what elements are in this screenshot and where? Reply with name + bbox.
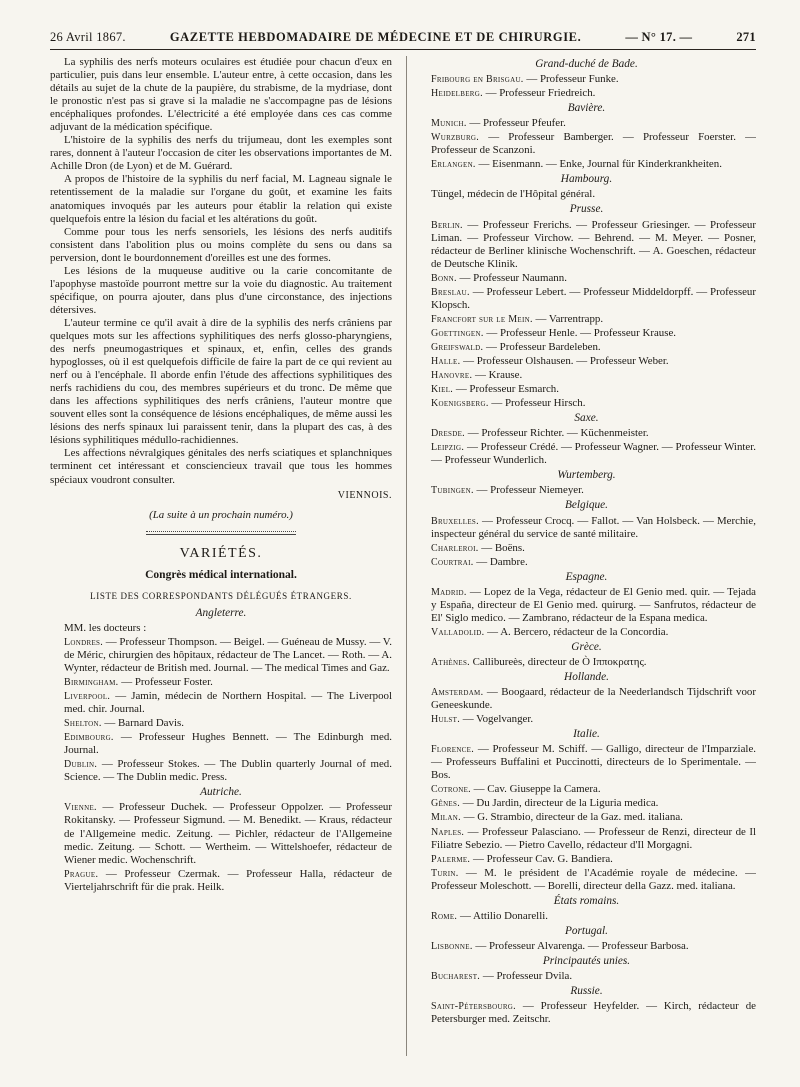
list-item [50, 676, 392, 689]
entry-text: — Professeur Cav. G. Bandiera. [470, 852, 613, 865]
salutation: MM. les docteurs : [64, 621, 147, 634]
country-heading: Belgique. [565, 499, 608, 512]
country-heading: Saxe. [574, 412, 599, 425]
entry-text: — Dambre. [473, 555, 528, 568]
list-item [417, 743, 756, 782]
correspondents-list-left [50, 607, 392, 894]
signature: VIENNOIS. [337, 489, 392, 501]
city-name: Breslau. [430, 286, 470, 298]
list-item [417, 397, 756, 410]
country-heading: Grèce. [571, 640, 602, 653]
entry-text: — Professeur Pfeufer. [466, 117, 566, 130]
list-item [417, 686, 756, 712]
entry-text: — Professeur Naumann. [456, 271, 567, 284]
article-paragraph: A propos de l'histoire de la syphilis du nerf facial, M. Lagneau signale le retentissement de la maladie sur l'organe du goût, et examine les faits anatomiques invoqués par les auteurs pour établir la relation qui existe quelquefois entre la lésion du facial et les altérations du goût. [50, 173, 392, 225]
list-item [50, 731, 392, 757]
entry-text: — Professeur Henle. — Professeur Krause. [483, 326, 677, 339]
city-name: Heidelberg. [430, 88, 483, 100]
entry-text: — Professeur Palasciano. — Professeur de Renzi, directeur de Il Filiatre Sebezio. — Pietro Cavello, rédacteur d'Il Morgagni. [430, 825, 756, 851]
entry-text: — Boëns. [478, 541, 525, 554]
city-name: Fribourg en Brisgau. [430, 74, 524, 86]
list-item [417, 341, 756, 354]
city-name: Cotrone. [430, 784, 471, 796]
article-body [50, 56, 392, 487]
country-heading: Prusse. [569, 203, 604, 216]
city-name: Courtrai. [430, 556, 474, 568]
article-paragraph: Les lésions de la muqueuse auditive ou la carie concomitante de l'apophyse mastoïde pourront mettre sur la voie du diagnostic. Au traitement spécifique, on pourra ajouter, dans plus d'une circonstance, des injections détersives. [50, 264, 392, 316]
list-item [417, 87, 756, 100]
city-name: Florence. [430, 744, 475, 756]
entry-text: — Professeur Funke. [523, 73, 619, 86]
city-name: Koenigsberg. [430, 398, 489, 410]
city-name: Kiel. [430, 384, 454, 396]
city-name: Amsterdam. [430, 687, 484, 699]
list-item [417, 783, 756, 796]
country-heading: Principautés unies. [542, 954, 631, 967]
list-item [50, 690, 392, 716]
entry-text: — Du Jardin, directeur de la Liguria medica. [460, 797, 659, 810]
country-heading: Hambourg. [560, 173, 613, 186]
list-item [417, 940, 756, 953]
country-heading: Angleterre. [195, 606, 247, 619]
country-heading: Hollande. [564, 671, 609, 684]
list-item [417, 910, 756, 923]
city-name: Birmingham. [64, 677, 119, 689]
list-item [50, 636, 392, 675]
columns [50, 56, 756, 1056]
article-paragraph: Les affections névralgiques génitales des nerfs sciatiques et splanchniques terminent cet intéressant et consciencieux travail que tous les hommes spéciaux voudront consulter. [50, 447, 392, 486]
list-item [50, 758, 392, 784]
entry-text: — Professeur M. Schiff. — Galligo, directeur de l'Imparziale. — Professeurs Buffalini et Puccinotti, directeurs de lo Sperimentale. — Bos. [430, 743, 756, 782]
entry-text: — Vogelvanger. [460, 713, 534, 726]
entry-text: — Professeur Bamberger. — Professeur Foerster. — Professeur de Scanzoni. [430, 131, 756, 157]
separator-rule [146, 531, 296, 535]
list-item [417, 826, 756, 852]
country-heading: Italie. [573, 728, 600, 741]
city-name: Rome. [430, 910, 458, 922]
article-paragraph: La syphilis des nerfs moteurs oculaires est étudiée pour chacun d'eux en particulier, puis dans leur ensemble. L'auteur entre, à cette occasion, dans les détails au sujet de la chute de la paupière, du strabisme, de la mydriase, dont le pronostic n'est pas si grave si la maladie ne s'accompagne pas de lésions encéphaliques profondes. L'électricité a été employée dans ces cas comme adjuvant de la médication spécifique. [50, 56, 392, 134]
country-heading: États romains. [553, 894, 620, 907]
list-item [417, 219, 756, 271]
list-item [417, 327, 756, 340]
journal-title: GAZETTE HEBDOMADAIRE DE MÉDECINE ET DE CHIRURGIE. [169, 30, 582, 44]
list-item [417, 970, 756, 983]
city-name: Vienne. [64, 802, 97, 814]
entry-text: — Professeur Czermak. — Professeur Halla, rédacteur de Vierteljahrschrift für die prak. Heilk. [64, 867, 392, 893]
city-name: Goettingen. [430, 327, 484, 339]
correspondents-list-right [417, 58, 756, 1026]
list-item [417, 484, 756, 497]
city-name: Dublin. [64, 759, 98, 771]
list-item [417, 355, 756, 368]
city-name: Charleroi. [430, 542, 479, 554]
list-item [417, 286, 756, 312]
list-item [417, 515, 756, 541]
continuation-note: (La suite à un prochain numéro.) [149, 508, 293, 521]
list-item [417, 131, 756, 157]
entry-text: — G. Strambio, directeur de la Gaz. med. italiana. [460, 811, 683, 824]
entry-text: — Professeur Esmarch. [453, 383, 559, 396]
list-item [417, 73, 756, 86]
city-name: Francfort sur le Mein. [430, 313, 533, 325]
country-heading: Wurtemberg. [557, 469, 616, 482]
list-item [417, 713, 756, 726]
entry-text: — Professeur Crocq. — Fallot. — Van Holsbeck. — Merchie, inspecteur général du service de santé militaire. [430, 514, 756, 540]
city-name: Erlangen. [430, 159, 476, 171]
entry-text: — Eisenmann. — Enke, Journal für Kinderkrankheiten. [475, 158, 722, 171]
city-name: Halle. [430, 355, 461, 367]
entry-text: — Professeur Crédé. — Professeur Wagner. — Professeur Winter. — Professeur Wunderlich. [430, 441, 756, 467]
city-name: Valladolid. [430, 626, 485, 638]
list-item [417, 1000, 756, 1026]
city-name: Saint-Pétersbourg. [430, 1001, 516, 1013]
city-name: Hulst. [430, 714, 461, 726]
entry-text: — Krause. [472, 369, 523, 382]
list-item [417, 626, 756, 639]
list-item [50, 868, 392, 894]
list-item [417, 383, 756, 396]
list-item [417, 853, 756, 866]
entry-text: — Professeur Hirsch. [488, 397, 586, 410]
entry-text: — A. Bercero, rédacteur de la Concordia. [484, 625, 669, 638]
city-name: Bucharest. [430, 971, 481, 982]
city-name: Leipzig. [430, 442, 465, 454]
right-column [406, 56, 756, 1056]
city-name: Shelton. [64, 718, 102, 730]
city-name: Munich. [430, 118, 467, 130]
city-name: Wurzburg. [430, 132, 480, 144]
city-name: Palerme. [430, 853, 471, 865]
entry-text: — Professeur Heyfelder. — Kirch, rédacteur de Petersburger med. Zeitschr. [430, 1000, 756, 1026]
entry-text: — Professeur Hughes Bennett. — The Edinburgh med. Journal. [64, 731, 392, 757]
city-name: Dresde. [430, 428, 465, 440]
city-name: Gênes. [430, 798, 461, 810]
city-name: Edimbourg. [64, 732, 114, 744]
list-item [417, 427, 756, 440]
list-item [417, 867, 756, 893]
city-name: Bruxelles. [430, 515, 479, 527]
entry-text: — Boogaard, rédacteur de la Neederlandsch Tijdschrift voor Geneeskunde. [430, 686, 756, 712]
entry-text: — Professeur Richter. — Küchenmeister. [464, 427, 649, 440]
entry-text: — Professeur Lebert. — Professeur Middeldorpff. — Professeur Klopsch. [430, 285, 756, 311]
list-item [417, 656, 756, 669]
city-name: Hanovre. [430, 370, 473, 382]
city-name: Naples. [430, 826, 465, 838]
entry-text: — M. le président de l'Académie royale de médecine. — Professeur Moleschott. — Borelli, directeur della Gazz. med. italiana. [430, 866, 756, 892]
entry-text: — Professeur Dvila. [480, 970, 573, 982]
list-item [417, 117, 756, 130]
list-item [50, 801, 392, 866]
entry-text: — Jamin, médecin de Northern Hospital. — The Liverpool med. chir. Journal. [64, 690, 392, 716]
entry-text: — Professeur Alvarenga. — Professeur Barbosa. [472, 939, 689, 952]
city-name: Athènes. [430, 656, 470, 668]
city-name: Madrid. [430, 586, 467, 598]
list-item [417, 556, 756, 569]
city-name: Londres. [64, 636, 104, 648]
city-name: Berlin. [430, 219, 463, 231]
article-paragraph: L'auteur termine ce qu'il avait à dire de la syphilis des nerfs crâniens par quelques mots sur les affections syphilitiques des nerfs glosso-pharyngiens, des nerfs pneumogastriques et spinaux, et, enfin, celles des grands hypoglosses, où il est quelquefois difficile de faire la part de ce qui revient au nerf ou à l'encéphale. Il aborde enfin l'étude des affections syphilitiques des nerfs rachidiens du cou, des membres supérieurs et du tronc. De même que dans les affections syphilitiques des nerfs crâniens, l'auteur montre que souvent elles sont la conséquence de lésions encéphaliques, de même aussi les lésions des nerfs spinaux lui paraissent tenir, dans la plupart des cas, à des lésions syphilitiques médullo-rachidiennes. [50, 316, 392, 447]
entry-text: — Professeur Niemeyer. [473, 484, 584, 497]
list-item [417, 811, 756, 824]
city-name: Greifswald. [430, 341, 484, 353]
entry-text: Tüngel, médecin de l'Hôpital général. [430, 188, 596, 201]
city-name: Tubingen. [430, 485, 474, 497]
article-paragraph: Comme pour tous les nerfs sensoriels, les lésions des nerfs auditifs consistent dans l'abolition plus ou moins complète du sens ou dans sa perversion, dont le bourdonnement d'oreilles est une des formes. [50, 225, 392, 264]
entry-text: — Professeur Duchek. — Professeur Oppolzer. — Professeur Rokitansky. — Professeur Sigmund. — M. Benedikt. — Kraus, rédacteur de l'Allgemeine medic. Zeitung. — Pichler, rédacteur de l'Allgemeine medic. Zeitung. — Schott. — Wertheim. — Wittelshoefer, rédacteur de Wiener medic. Wochenschrift. [64, 801, 392, 866]
list-item [417, 586, 756, 625]
entry-text: — Professeur Foster. [118, 676, 213, 689]
list-item [417, 369, 756, 382]
list-heading: LISTE DES CORRESPONDANTS DÉLÉGUÉS ÉTRANGERS. [90, 590, 352, 601]
country-heading: Autriche. [200, 786, 242, 799]
entry-text: — Professeur Friedreich. [482, 87, 596, 100]
subsection-title: Congrès médical international. [145, 568, 297, 581]
article-paragraph: L'histoire de la syphilis des nerfs du trijumeau, dont les exemples sont rares, donnent à l'auteur l'occasion de citer les observations importantes de M. Achille Dron (de Lyon) et de M. Guérard. [50, 134, 392, 173]
list-item [417, 797, 756, 810]
list-item [417, 188, 756, 201]
entry-text: — Professeur Bardeleben. [483, 340, 601, 353]
country-heading: Grand-duché de Bade. [535, 58, 638, 70]
city-name: Lisbonne. [430, 940, 473, 952]
entry-text: — Barnard Davis. [101, 717, 184, 730]
list-item [417, 272, 756, 285]
city-name: Turin. [430, 867, 459, 879]
list-item [417, 441, 756, 467]
list-item [50, 717, 392, 730]
entry-text: — Cav. Giuseppe la Camera. [470, 783, 601, 796]
section-title: VARIÉTÉS. [179, 545, 263, 561]
list-item [417, 542, 756, 555]
city-name: Bonn. [430, 272, 457, 284]
city-name: Milan. [430, 812, 461, 824]
country-heading: Espagne. [565, 570, 608, 583]
running-header [50, 30, 756, 50]
left-column [50, 56, 392, 1056]
entry-text: — Professeur Thompson. — Beigel. — Guéneau de Mussy. — V. de Méric, chirurgien des hôpitaux, rédacteur de The Lancet. — Roth. — A. Wynter, rédacteur de British med. Journal. — The medical Times and Gaz. [64, 635, 392, 674]
issue-number: — N° 17. — [625, 30, 693, 44]
city-name: Liverpool. [64, 691, 111, 703]
list-item [417, 313, 756, 326]
country-heading: Russie. [570, 985, 603, 998]
entry-text: — Lopez de la Vega, rédacteur de El Genio med. quir. — Tejada y España, directeur de El Genio med. quirurg. — Sanfrutos, rédacteur de El' Siglo medico. — Zambrano, rédacteur de la Espana medica. [430, 585, 756, 624]
entry-text: — Professeur Stokes. — The Dublin quarterly Journal of med. Science. — The Dublin medic. Press. [64, 758, 392, 784]
entry-text: — Varrentrapp. [532, 312, 604, 325]
entry-text: — Professeur Olshausen. — Professeur Weber. [460, 354, 669, 367]
entry-text: — Professeur Frerichs. — Professeur Griesinger. — Professeur Liman. — Professeur Virchow. — Behrend. — M. Meyer. — Posner, rédacteur de Berliner klinische Wochenschrift. — A. Goeschen, rédacteur de Deutsche Klinik. [430, 218, 756, 270]
entry-text: Callibureès, directeur de Ò Ιπποκρατης. [469, 655, 647, 668]
header-date: 26 Avril 1867. [50, 30, 126, 44]
country-heading: Bavière. [567, 102, 606, 115]
page-number: 271 [736, 30, 756, 44]
country-heading: Portugal. [564, 924, 608, 937]
city-name: Prague. [64, 868, 99, 880]
list-item [417, 158, 756, 171]
entry-text: — Attilio Donarelli. [457, 909, 548, 922]
